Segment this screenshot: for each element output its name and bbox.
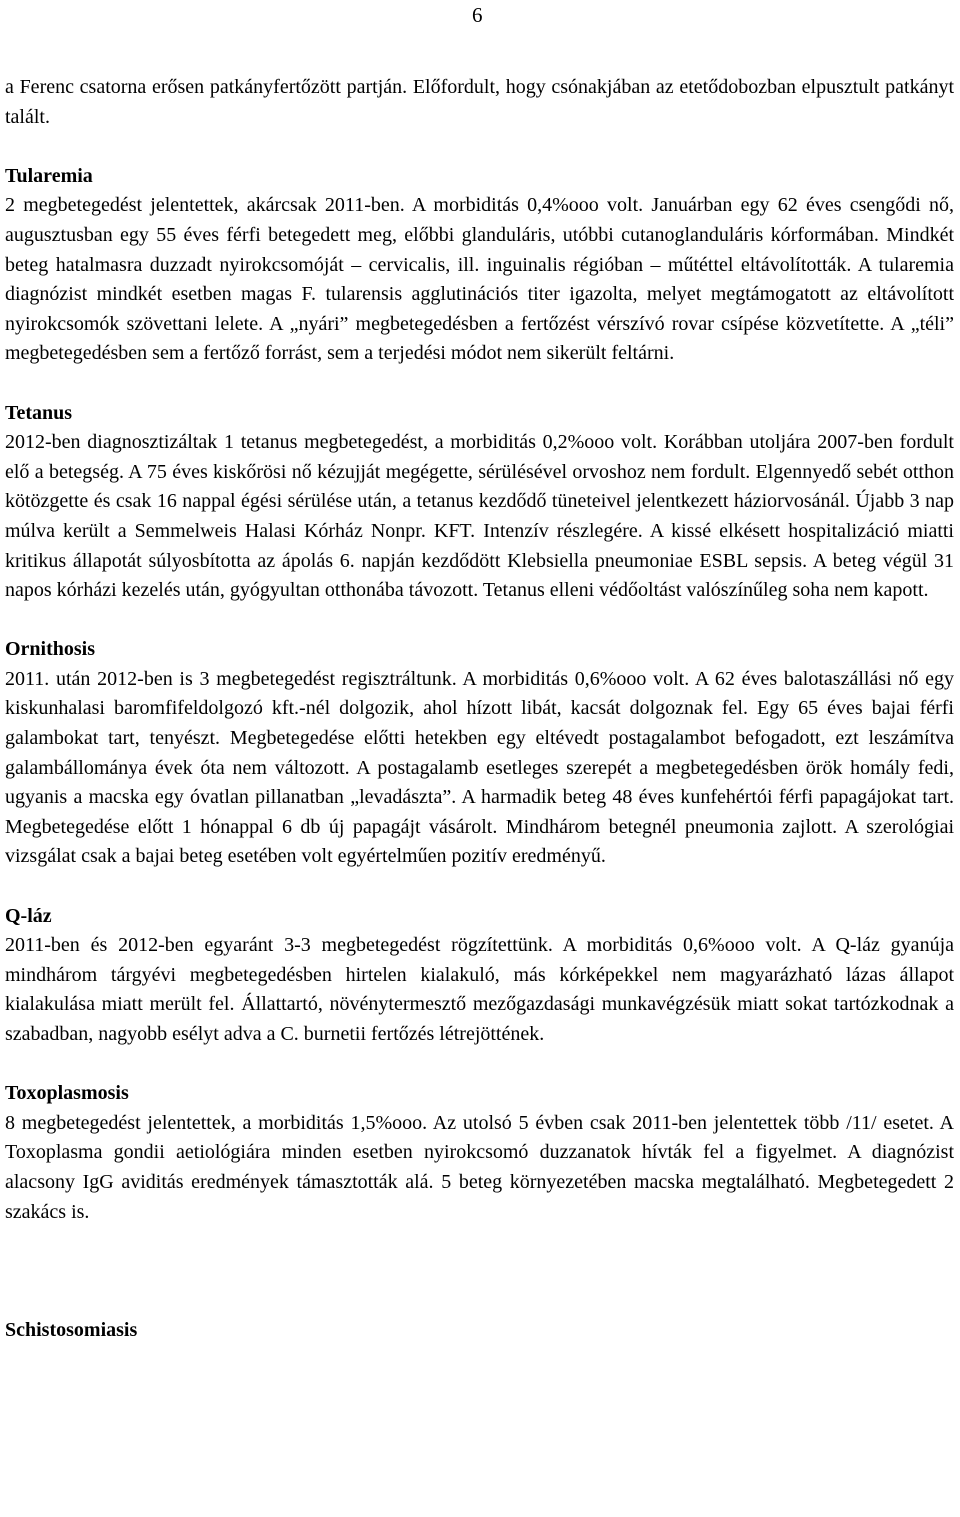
section-text-ornithosis: 2011. után 2012-ben is 3 megbetegedést regisztráltunk. A morbiditás 0,6%ooo volt. A 62 éves balotaszállási nő egy kiskunhalasi baromfifeldolgozó kft.-nél dolgozik, ahol hízott libát, kacsát dolgoznak fel. Egy 65 éves bajai férfi galambokat tart, tenyészt. Megbetegedése előtti hetekben egy eltévedt postagalambot befogadott, ezt leszámítva galambállománya évek óta nem változott. A postagalamb esetleges szerepét a megbetegedésben örök homály fedi, ugyanis a macska egy óvatlan pillanatban „levadászta”. A harmadik beteg 48 éves kunfehértói férfi papagájokat tart. Megbetegedése előtt 1 hónappal 6 db új papagájt vásárolt. Mindhárom betegnél pneumonia zajlott. A szerológiai vizsgálat csak a bajai beteg esetében volt egyértelműen pozitív eredményű. xyxy=(5,667,954,868)
document-body xyxy=(5,73,954,1346)
section-heading-tularemia: Tularemia xyxy=(5,164,93,187)
section-toxoplasmosis xyxy=(5,1079,954,1227)
intro-paragraph: a Ferenc csatorna erősen patkányfertőzött partján. Előfordult, hogy csónakjában az etetődobozban elpusztult patkányt talált. xyxy=(5,76,954,128)
section-heading-qlaz: Q-láz xyxy=(5,904,52,927)
section-heading-ornithosis: Ornithosis xyxy=(5,638,96,661)
section-text-tularemia: 2 megbetegedést jelentettek, akárcsak 2011-ben. A morbiditás 0,4%ooo volt. Januárban egy 62 éves csengődi nő, augusztusban egy 55 éves férfi betegedett meg, előbbi glanduláris, utóbbi cutanoglanduláris kórformában. Mindkét beteg hatalmasra duzzadt nyirokcsomóját – cervicalis, ill. inguinalis régióban – műtéttel eltávolították. A tularemia diagnózist mindkét esetben magas F. tularensis agglutinációs titer igazolta, melyet megtámogatott az eltávolított nyirokcsomók szövettani lelete. A „nyári” megbetegedésben a fertőzést vérszívó rovar csípése közvetítette. A „téli” megbetegedésben sem a fertőző forrást, sem a terjedési módot nem sikerült feltárni. xyxy=(5,194,954,365)
section-heading-toxoplasmosis: Toxoplasmosis xyxy=(5,1082,129,1105)
section-heading-schistosomiasis: Schistosomiasis xyxy=(5,1318,138,1341)
section-qlaz xyxy=(5,902,954,1050)
page-number: 6 xyxy=(472,3,483,27)
section-text-toxoplasmosis: 8 megbetegedést jelentettek, a morbiditás 1,5%ooo. Az utolsó 5 évben csak 2011-ben jelentettek több /11/ esetet. A Toxoplasma gondii aetiológiára minden esetben nyirokcsomó duzzanatok hívták fel a figyelmet. A diagnózist alacsony IgG aviditás eredmények támasztották alá. 5 beteg környezetében macska megtalálható. Megbetegedett 2 szakács is. xyxy=(5,1111,954,1223)
section-heading-tetanus: Tetanus xyxy=(5,401,73,424)
section-tetanus xyxy=(5,399,954,606)
section-text-tetanus: 2012-ben diagnosztizáltak 1 tetanus megbetegedést, a morbiditás 0,2%ooo volt. Korábban utoljára 2007-ben fordult elő a betegség. A 75 éves kiskőrösi nő kézujját megégette, sérülésével orvoshoz nem fordult. Elgennyedő sebét otthon kötözgette és csak 16 nappal égési sérülése után, a tetanus kezdődő tüneteivel jelentkezett háziorvosánál. Újabb 3 nap múlva került a Semmelweis Halasi Kórház Nonpr. KFT. Intenzív részlegére. A kissé elkésett hospitalizáció miatti kritikus állapotát súlyosbította az ápolás 6. napján kezdődött Klebsiella pneumoniae ESBL sepsis. A beteg végül 31 napos kórházi kezelés után, gyógyultan otthonába távozott. Tetanus elleni védőoltást valószínűleg soha nem kapott. xyxy=(5,431,954,602)
section-ornithosis xyxy=(5,635,954,872)
section-tularemia xyxy=(5,162,954,369)
section-schistosomiasis xyxy=(5,1316,954,1346)
section-text-qlaz: 2011-ben és 2012-ben egyaránt 3-3 megbetegedést rögzítettünk. A morbiditás 0,6%ooo volt. A Q-láz gyanúja mindhárom tárgyévi megbetegedésben hirtelen kialakuló, más kórképekkel nem magyarázható lázas állapot kialakulása miatt merült fel. Állattartó, növénytermesztő mezőgazdasági munkavégzésük miatt sokat tartózkodnak a szabadban, nagyobb esélyt adva a C. burnetii fertőzés létrejöttének. xyxy=(5,934,954,1045)
